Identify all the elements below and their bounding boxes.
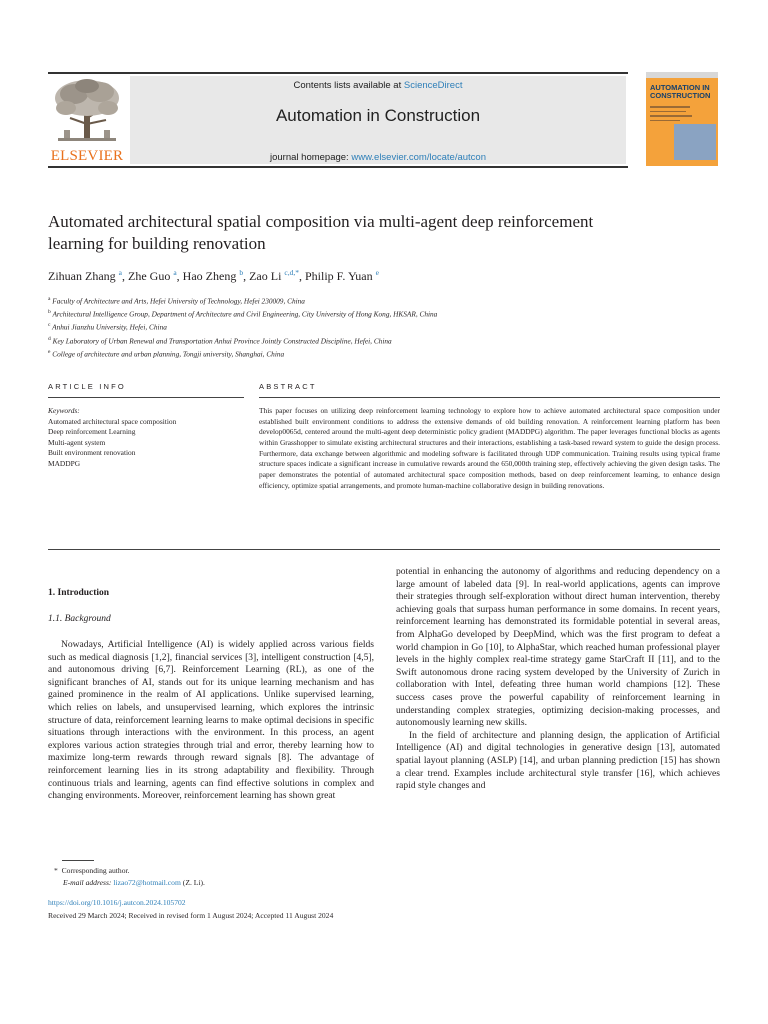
homepage-prefix: journal homepage: [270,152,352,163]
author-name[interactable]: Zhe Guo [128,269,171,283]
abstract-heading: ABSTRACT [259,382,317,391]
affiliation-label: d [48,335,51,342]
affiliation-text: College of architecture and urban planning, Tongji university, Shanghai, China [52,349,285,359]
cover-image [674,124,716,160]
abstract-text: This paper focuses on utilizing deep reinforcement learning technology to explore how to achieve automated architectural space composition under established built environment conditions to address the extensive demands of old building renovation. A reinforcement learning platform has been develop0065d, centered around the multi-agent deep deterministic policy gradient (MADDPG) algorithm. The paper leverages functional blocks as agents within Grasshopper to simulate existing architectural structures and their interactions, establishing a task-based reward system to guide the design process. Furthermore, data exchange between algorithmic and modeling software is facilitated through UDP communication. Training results using typical frame structure spaces indicate a significant increase in cumulative rewards around the 650,000th training step, effectively achieving the given design tasks. The paper demonstrates the potential of automated architectural space composition methods, based on deep reinforcement learning, to enhance design efficiency, optimize spatial arrangements, and promote human-machine collaborative design in building renovations. [259,406,720,490]
header-bottom-rule [48,166,628,168]
affiliation-label: b [48,309,51,316]
article-info-rule [48,397,244,398]
footnote-block [48,865,720,890]
affiliation-list [48,294,720,360]
body-paragraph: potential in enhancing the autonomy of algorithms and reducing dependency on a large amount of labeled data [9]. In real-world applications, agents can improve their strategies through self-exploration without direct human intervention, thereby achieving goals that surpass human performance in some domains. In recent years, reinforcement learning has demonstrated its formidable potential in several areas, from AlphaGo developed by DeepMind, which was the first program to defeat a world champion in Go [10], to AlphaStar, which reached human professional player levels in the highly complex real-time strategy game StarCraft II [11], and to the Swift autonomous drone racing system developed by the University of Zurich in collaboration with Intel, defeating three human world champions [12]. These success cases prove the powerful capability of reinforcement learning in understanding complex strategies, optimizing decision-making processes, and autonomously learning new skills. [396,566,720,729]
elsevier-wordmark: ELSEVIER [50,148,124,164]
corresponding-author-text: Corresponding author. [61,866,130,875]
body-paragraph: Nowadays, Artificial Intelligence (AI) is widely applied across various fields such as medical diagnosis [1,2], financial services [3], intelligent construction [4,5], and autonomous driving [6,7]. Reinforcement Learning (RL), as one of the significant branches of AI, stands out for its unique learning mechanism and has gained prominence in the realm of AI applications. Unlike supervised learning, which relies on labels, and unsupervised learning, which explores the intrinsic structure of data, reinforcement learning learns to make optimal decisions in specific situations through interactions with the environment. In this process, an agent explores various action strategies through trial and error, thereby learning how to maximize long-term rewards through reward signals [8]. The advantage of reinforcement learning lies in its strong adaptability and flexibility. Through continuous trials and learning, agents can find effective solutions in complex and changing environments. Moreover, reinforcement learning has shown great [48,639,374,802]
author-affiliation-mark[interactable]: e [375,268,379,277]
cover-title: AUTOMATION IN CONSTRUCTION [650,83,711,100]
abstract-rule [259,397,720,398]
author-name[interactable]: Zao Li [249,269,282,283]
footnote-rule [62,860,94,861]
section-heading-introduction: 1. Introduction [48,588,110,598]
affiliation-label: a [48,296,51,302]
email-note [48,877,720,889]
cover-top-band [646,72,718,78]
article-info-heading: ARTICLE INFO [48,382,126,391]
footnote-mark: * [54,866,58,875]
header-top-rule [48,72,628,74]
author-affiliation-mark[interactable]: a [173,268,177,277]
abstract-end-rule [48,549,720,550]
affiliation-label: e [48,348,51,355]
author-affiliation-mark[interactable]: c,d,* [284,268,299,277]
affiliation-text: Anhui Jianzhu University, Hefei, China [52,322,167,332]
affiliation-item [48,320,720,333]
affiliation-label: c [48,322,51,329]
keywords-block [48,406,244,470]
body-paragraph: In the field of architecture and planning design, the application of Artificial Intelligence (AI) and digital technologies in generative design [13], automated spatial layout planning (ASLP) [14], and urban planning prediction [15] has shown a clear trend. Examples include architectural style transfer [16], which achieves rapid style changes and [396,729,720,792]
affiliation-text: Faculty of Architecture and Arts, Hefei University of Technology, Hefei 230009, China [52,296,305,306]
article-title: Automated architectural spatial composition via multi-agent deep reinforcement learning for building renovation [48,212,594,253]
keyword-item: Multi-agent system [48,437,106,447]
corresponding-author-note [48,865,720,877]
contents-line [130,80,626,91]
email-link[interactable]: lizao72@hotmail.com [113,878,181,888]
author-affiliation-mark[interactable]: b [239,268,244,277]
journal-banner [130,76,626,164]
journal-header [48,72,720,168]
keywords-label: Keywords: [48,406,80,415]
body-column-left [48,639,374,803]
elsevier-tree-logo-icon [52,78,122,146]
author-affiliation-mark[interactable]: a [118,268,122,277]
affiliation-item [48,307,720,320]
journal-homepage-link[interactable]: www.elsevier.com/locate/autcon [351,152,486,163]
journal-cover-thumbnail[interactable] [646,72,718,166]
affiliation-item [48,347,720,360]
contents-prefix: Contents lists available at [293,80,404,91]
sciencedirect-link[interactable]: ScienceDirect [403,80,463,91]
subsection-heading-background: 1.1. Background [48,614,111,624]
doi-link[interactable]: https://doi.org/10.1016/j.autcon.2024.105702 [48,898,186,907]
affiliation-text: Key Laboratory of Urban Renewal and Transportation Anhui Province Jointly Constructed Discipline, Hefei, China [52,336,392,346]
author-name[interactable]: Philip F. Yuan [305,269,373,283]
affiliation-item [48,334,720,347]
email-suffix: (Z. Li). [180,878,205,888]
keyword-item: Built environment renovation [48,448,136,458]
body-column-right [396,566,720,793]
received-dates: Received 29 March 2024; Received in revised form 1 August 2024; Accepted 11 August 2024 [48,911,334,920]
author-list: Zihuan Zhang $^a$, Zhe Guo $^a$, Hao Zheng $^b$, Zao Li $^{c,d,*}$, Philip F. Yuan $^e$ [48,268,379,283]
author-name[interactable]: Hao Zheng [182,269,237,283]
affiliation-text: Architectural Intelligence Group, Department of Architecture and Civil Engineering, City University of Hong Kong, HKSAR, China [52,309,438,319]
keyword-item: Automated architectural space composition [48,416,177,426]
journal-title[interactable]: Automation in Construction [275,106,481,125]
keyword-item: Deep reinforcement Learning [48,427,136,437]
email-label: E-mail address: [63,878,112,888]
affiliation-item [48,294,720,307]
keyword-item: MADDPG [48,458,81,468]
author-name[interactable]: Zihuan Zhang [48,269,116,283]
homepage-line [130,152,626,163]
elsevier-logo[interactable] [48,78,126,166]
